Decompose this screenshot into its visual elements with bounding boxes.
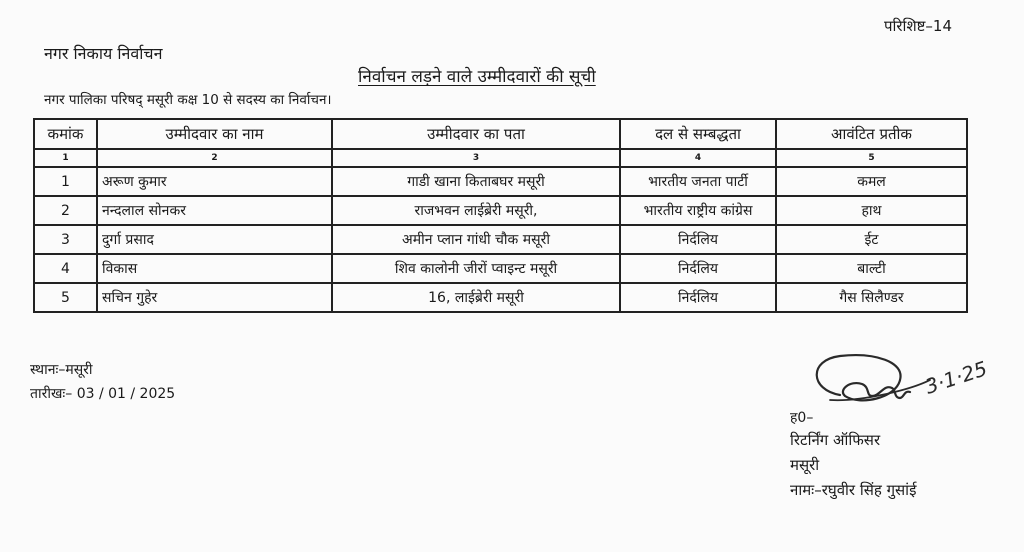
cell-serial: 4 [34,254,97,283]
officer-designation: रिटर्निंग ऑफिसर [790,431,881,449]
cell-serial: 5 [34,283,97,312]
place-label: स्थानः–मसूरी [30,362,93,378]
cell-name: दुर्गा प्रसाद [97,225,332,254]
table-row [34,225,967,254]
column-number: 4 [620,149,776,167]
cell-party: निर्दलिय [620,283,776,312]
officer-name: नामः–रघुवीर सिंह गुसांई [790,481,917,499]
cell-name: नन्दलाल सोनकर [97,196,332,225]
cell-name: सचिन गुहेर [97,283,332,312]
handwritten-signature [800,350,1020,420]
header-symbol: आवंटित प्रतीक [776,119,967,149]
cell-name: विकास [97,254,332,283]
header-party: दल से सम्बद्धता [620,119,776,149]
cell-serial: 3 [34,225,97,254]
cell-address: गाडी खाना किताबघर मसूरी [332,167,620,196]
cell-serial: 1 [34,167,97,196]
cell-symbol: बाल्टी [776,254,967,283]
list-title: निर्वाचन लड़ने वाले उम्मीदवारों की सूची [358,67,596,87]
table-row [34,254,967,283]
cell-party: भारतीय जनता पार्टी [620,167,776,196]
table-row [34,167,967,196]
cell-symbol: ईट [776,225,967,254]
cell-party: निर्दलिय [620,225,776,254]
cell-party: भारतीय राष्ट्रीय कांग्रेस [620,196,776,225]
table-row [34,283,967,312]
cell-address: राजभवन लाईब्रेरी मसूरी, [332,196,620,225]
officer-place: मसूरी [790,456,820,474]
appendix-label: परिशिष्ट–14 [884,17,952,35]
header-serial: कमांक [34,119,97,149]
signature-date: 3·1·25 [922,356,991,399]
date-label: तारीखः– 03 / 01 / 2025 [30,386,176,402]
cell-address: अमीन प्लान गांधी चौक मसूरी [332,225,620,254]
table-header-row [34,119,967,149]
cell-serial: 2 [34,196,97,225]
cell-address: शिव कालोनी जीरों प्वाइन्ट मसूरी [332,254,620,283]
header-candidate-name: उम्मीदवार का नाम [97,119,332,149]
election-subject: नगर पालिका परिषद् मसूरी कक्ष 10 से सदस्य का निर्वाचन। [44,92,332,108]
signature-abbreviation: ह0– [790,410,814,426]
column-number: 5 [776,149,967,167]
column-number: 1 [34,149,97,167]
cell-address: 16, लाईब्रेरी मसूरी [332,283,620,312]
column-number-row [34,149,967,167]
column-number: 2 [97,149,332,167]
cell-symbol: हाथ [776,196,967,225]
cell-symbol: गैस सिलैण्डर [776,283,967,312]
column-number: 3 [332,149,620,167]
header-candidate-address: उम्मीदवार का पता [332,119,620,149]
cell-party: निर्दलिय [620,254,776,283]
cell-name: अरूण कुमार [97,167,332,196]
table-row [34,196,967,225]
election-body-title: नगर निकाय निर्वाचन [44,44,163,63]
candidates-table [33,118,968,313]
cell-symbol: कमल [776,167,967,196]
